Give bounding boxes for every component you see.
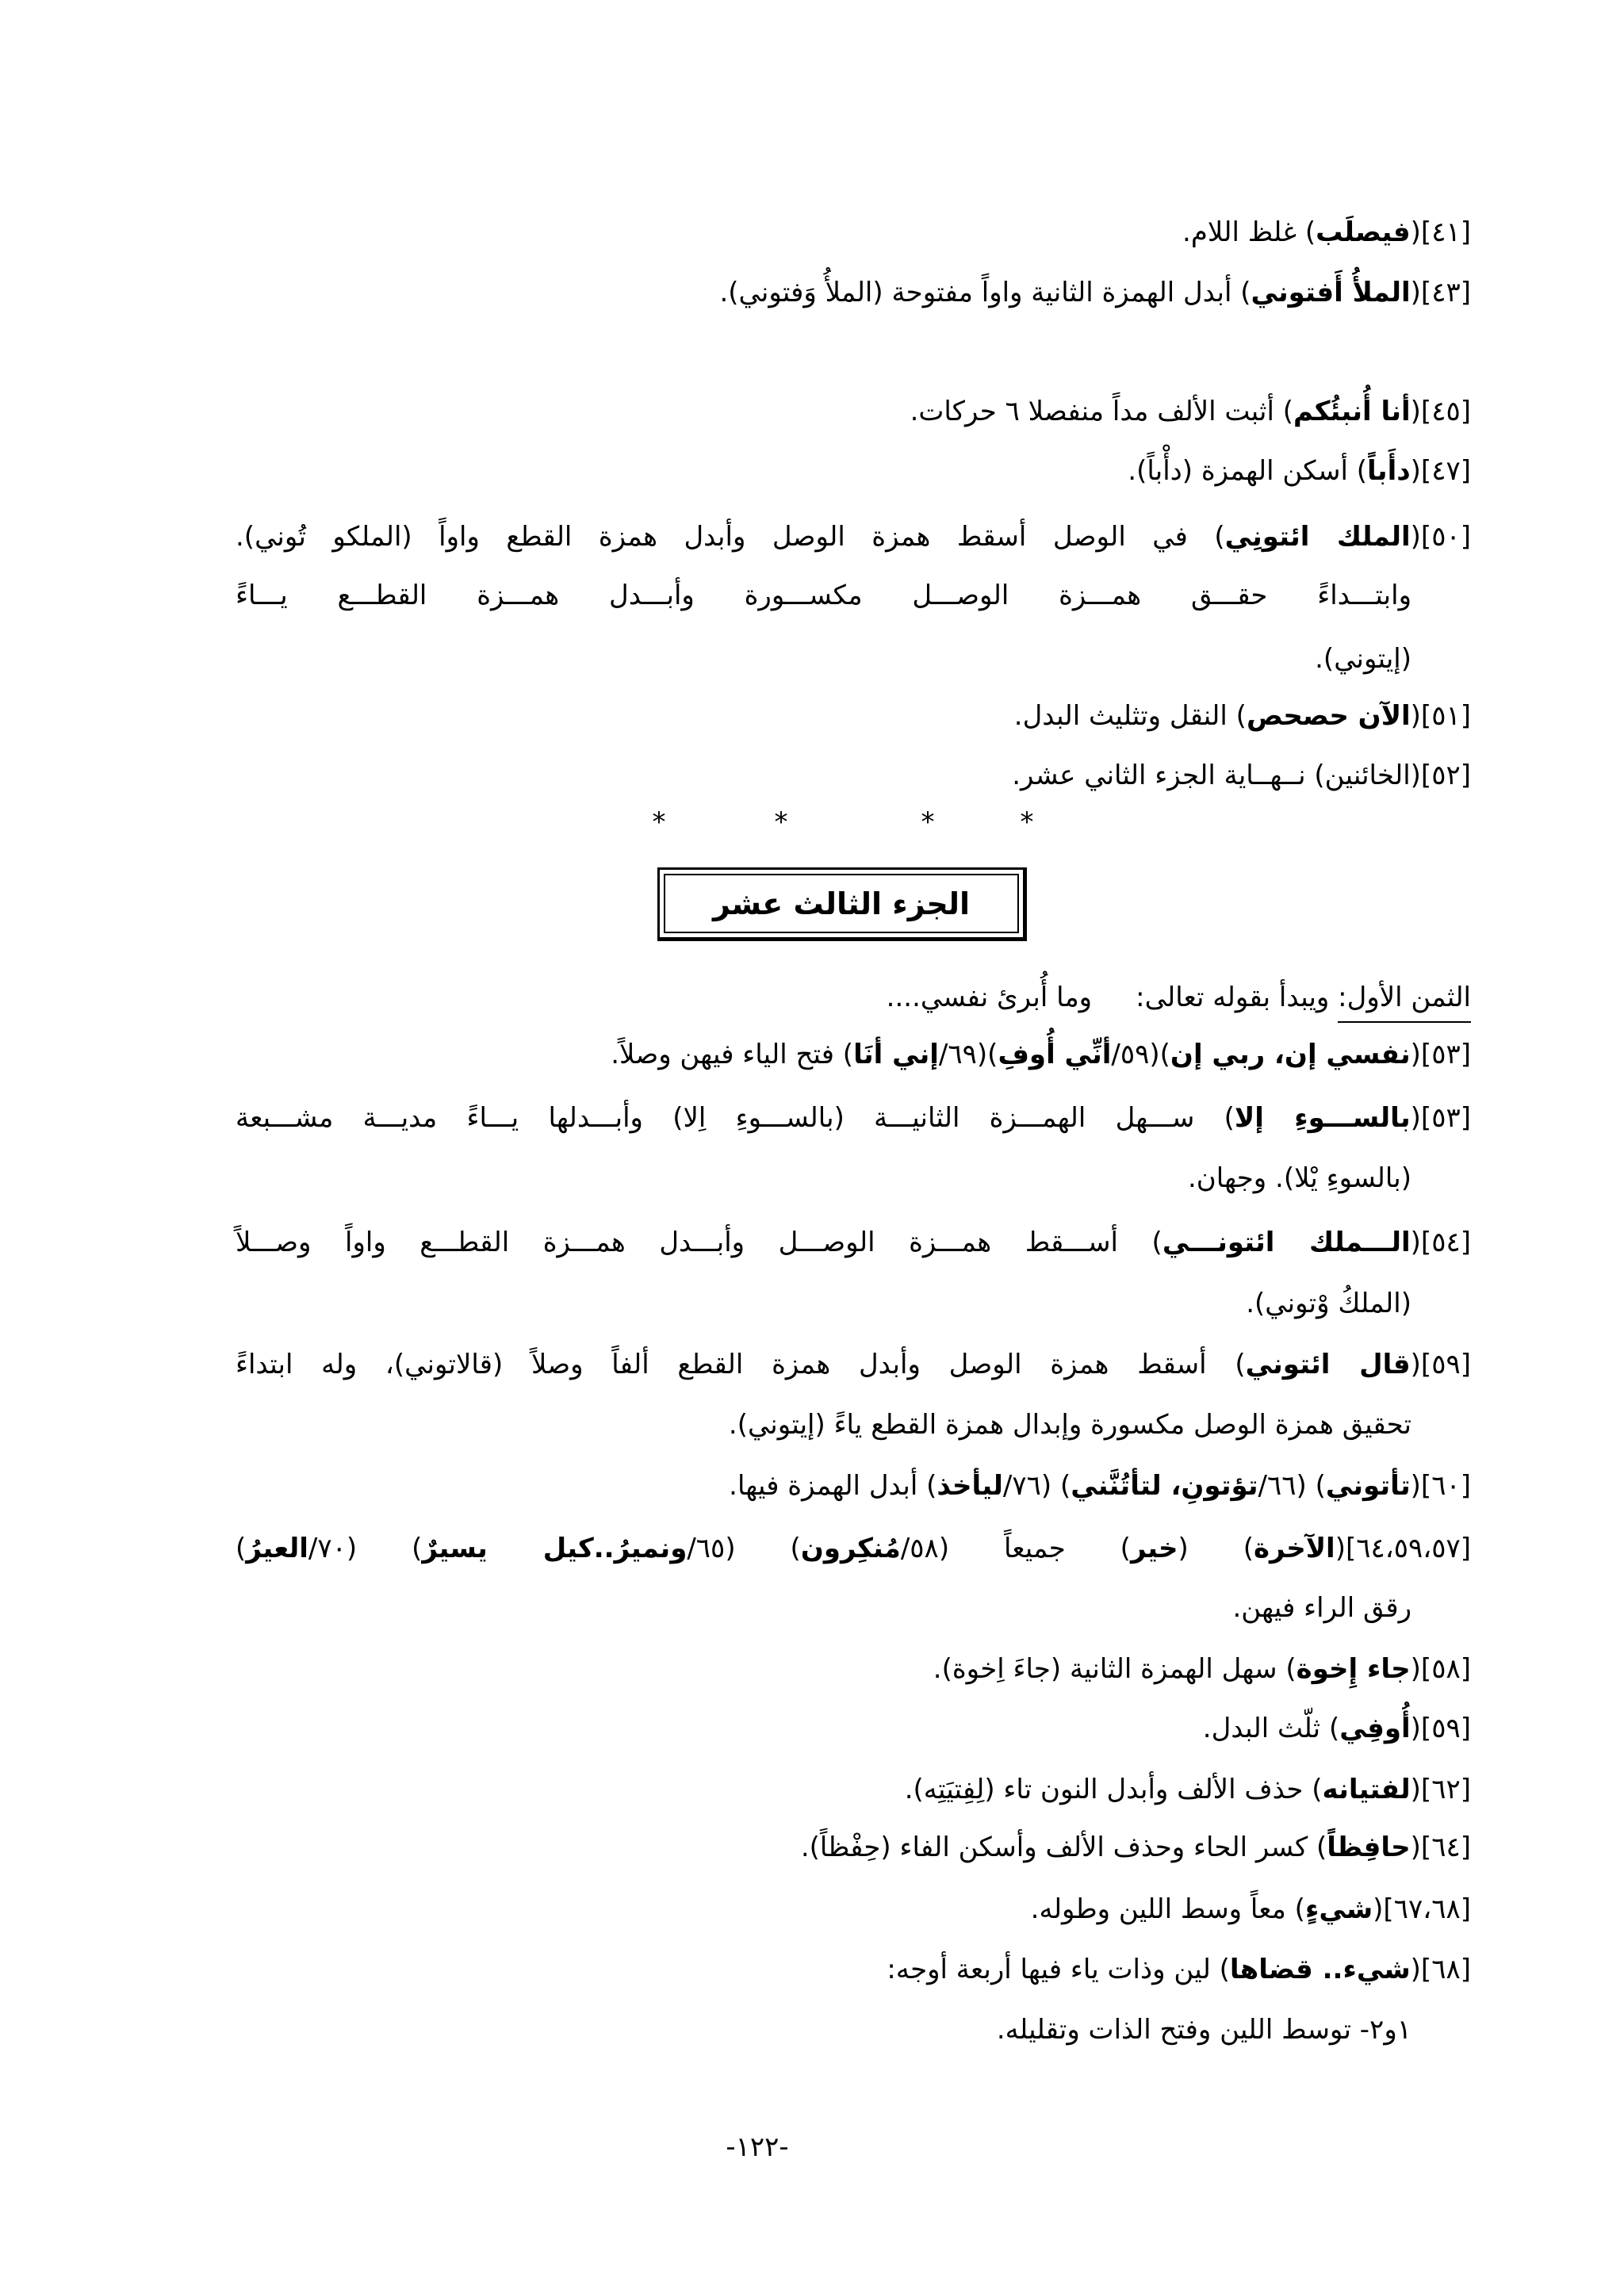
note-text: [٥٢](الخائنين) نــهــاية الجزء الثاني عشر. — [1012, 760, 1471, 791]
note-51-line — [1014, 688, 1471, 744]
note-54-line — [236, 1215, 1471, 1270]
note-41-line — [1182, 205, 1471, 260]
note-text: ) معاً وسط اللين وطوله. — [1030, 1893, 1305, 1925]
note-57-59-64-line — [236, 1521, 1471, 1576]
verse-ref: [٦٧،٦٨]( — [1373, 1893, 1471, 1925]
note-47-line — [1128, 443, 1471, 499]
note-57-59-64-continuation — [1232, 1580, 1411, 1636]
thumn-intro-line — [887, 970, 1471, 1025]
quranic-word: لفتيانه — [1322, 1774, 1411, 1805]
verse-ref: )(٦٩/ — [938, 1039, 998, 1070]
verse-ref: ) جميعاً (٥٨/ — [900, 1533, 1131, 1564]
note-58-line — [933, 1641, 1471, 1697]
note-53a-line — [611, 1027, 1471, 1082]
quranic-word: جاء إِخوة — [1296, 1653, 1411, 1685]
quranic-word: حافِظاً — [1327, 1832, 1411, 1863]
verse-ref: ) (٧٠/ — [308, 1533, 423, 1564]
note-52-line — [1012, 748, 1471, 803]
note-64-line — [801, 1820, 1471, 1875]
note-text: ) النقل وتثليث البدل. — [1013, 700, 1247, 732]
verse-ref: [٦٠]( — [1410, 1470, 1471, 1502]
quranic-word: نفسي إن، ربي إن — [1170, 1039, 1411, 1070]
quranic-word: أنِّي أُوفِ — [998, 1039, 1112, 1070]
note-text: ) لين وذات ياء فيها أربعة أوجه: — [887, 1954, 1230, 1985]
verse-ref: [٥٩]( — [1410, 1349, 1471, 1380]
verse-ref: [٥٣]( — [1410, 1102, 1471, 1134]
note-text: ١و٢- توسط اللين وفتح الذات وتقليله. — [996, 2014, 1411, 2046]
separator-text: ) ( — [1178, 1533, 1254, 1564]
quranic-word: الآخرة — [1253, 1533, 1335, 1564]
note-text: ) أبدل الهمزة الثانية واواً مفتوحة (الملأُ وَفتوني). — [719, 277, 1251, 308]
note-text: (إيتوني). — [1315, 643, 1411, 675]
thumn-label: الثمن الأول: — [1338, 982, 1471, 1023]
note-67-68-line — [1031, 1881, 1471, 1937]
note-text: ) سهل الهمزة الثانية (جاءَ اِخوة). — [933, 1653, 1297, 1685]
quranic-word: ونميرُ..كيل يسيرٌ — [422, 1533, 688, 1564]
quranic-word: مُنكِرون — [800, 1533, 901, 1564]
note-62-line — [905, 1762, 1471, 1817]
quranic-word: شيء.. قضاها — [1229, 1954, 1411, 1985]
note-50-continuation-end — [1315, 631, 1411, 687]
note-text: ) كسر الحاء وحذف الألف وأسكن الفاء (حِفْظاً). — [800, 1832, 1327, 1863]
verse-ref: [٦٢]( — [1410, 1774, 1471, 1805]
quranic-word: إني أنَا — [853, 1039, 939, 1070]
thumn-intro-text: ويبدأ بقوله تعالى: — [1136, 982, 1339, 1013]
quranic-word: الملأُ أَفتوني — [1251, 277, 1411, 308]
verse-ref: [٦٤]( — [1410, 1832, 1471, 1863]
part-heading-box — [657, 867, 1027, 941]
note-text: ) أثبت الألف مداً منفصلا ٦ حركات. — [910, 396, 1294, 427]
note-54-continuation — [1246, 1276, 1411, 1331]
separator-asterisk: * — [774, 806, 788, 838]
verse-ref: [٤١]( — [1410, 216, 1471, 248]
verse-ref: [٤٣]( — [1410, 277, 1471, 308]
note-59a-continuation — [729, 1397, 1411, 1453]
note-text: ) فتح الياء فيهن وصلاً. — [611, 1039, 854, 1070]
note-53b-line — [236, 1090, 1471, 1146]
note-text: (الملكُ وْتوني). — [1246, 1288, 1411, 1319]
quranic-word: الآن حصحص — [1246, 700, 1411, 732]
quranic-word: العيرُ — [246, 1533, 308, 1564]
verse-ref: [٦٤،٥٩،٥٧]( — [1335, 1533, 1472, 1564]
quranic-word: ليأخذ — [936, 1470, 1003, 1502]
note-50-continuation — [236, 568, 1411, 623]
note-45-line — [910, 384, 1471, 439]
note-text: رقق الراء فيهن. — [1232, 1592, 1411, 1624]
note-text: ) حذف الألف وأبدل النون تاء (لِفِتيَتِه). — [904, 1774, 1323, 1805]
note-50-line — [236, 509, 1471, 565]
verse-ref: [٥٨]( — [1410, 1653, 1471, 1685]
quranic-word: شيءٍ — [1304, 1893, 1373, 1925]
verse-ref: [٥٠]( — [1410, 521, 1471, 553]
note-text: ) أسكن الهمزة (دأْباً). — [1128, 455, 1368, 487]
quranic-word: دأَباً — [1367, 455, 1411, 487]
note-text: ) في الوصل أسقط همزة الوصل وأبدل همزة القطع واواً (الملكو تُوني). — [236, 521, 1225, 553]
quranic-word: أنا أُنبئُكم — [1293, 396, 1411, 427]
quranic-word: بالســـوءِ إلا — [1234, 1102, 1411, 1134]
note-text: ) ســـهل الهمـــزة الثانيـــة (بالســـوءِ اِلا) وأبـــدلها يـــاءً مديـــة مشـــبعة — [236, 1102, 1235, 1134]
verse-ref: ) (٦٥/ — [687, 1533, 801, 1564]
separator-asterisk: * — [1020, 806, 1034, 838]
quranic-word: تأتوني — [1325, 1470, 1411, 1502]
verse-ref: [٥٤]( — [1410, 1227, 1471, 1258]
note-60-line — [729, 1458, 1471, 1514]
note-68-option-line — [997, 2002, 1411, 2058]
separator-asterisk: * — [921, 806, 935, 838]
note-text: وابتـــداءً حقـــق همـــزة الوصـــل مكســـورة وأبـــدل همـــزة القطـــع يـــاءً — [236, 580, 1411, 611]
quranic-word: خير — [1130, 1533, 1178, 1564]
thumn-quote: وما أُبرئ نفسي.... — [886, 982, 1093, 1013]
verse-ref: [٥٩]( — [1410, 1713, 1471, 1744]
note-43-line — [719, 265, 1471, 320]
note-text: ) ثلّث البدل. — [1202, 1713, 1340, 1744]
note-53b-continuation — [1188, 1150, 1411, 1206]
note-59b-line — [1203, 1701, 1471, 1756]
verse-ref: [٤٧]( — [1410, 455, 1471, 487]
quranic-word: فيصلَب — [1316, 216, 1411, 248]
closing-paren: ) — [236, 1533, 247, 1564]
note-text: ) غلظ اللام. — [1182, 216, 1316, 248]
note-59a-line — [236, 1337, 1471, 1392]
note-text: ) أســـقط همـــزة الوصـــل وأبـــدل همـــزة القطـــع واواً وصـــلاً — [236, 1227, 1162, 1258]
note-text: (بالسوءِ يْلا). وجهان. — [1187, 1162, 1411, 1194]
verse-ref: [٥١]( — [1410, 700, 1471, 732]
quranic-word: أُوفِي — [1339, 1713, 1411, 1744]
quranic-word: تؤتونِ، لتأتُنَّني — [1071, 1470, 1258, 1502]
verse-ref: [٥٣]( — [1410, 1039, 1471, 1070]
verse-ref: )(٥٩/ — [1111, 1039, 1170, 1070]
part-heading: الجزء الثالث عشر — [664, 874, 1019, 933]
separator-asterisk: * — [652, 806, 666, 838]
verse-ref: ) (٦٦/ — [1258, 1470, 1326, 1502]
note-68-line — [887, 1942, 1471, 1997]
verse-ref: [٤٥]( — [1410, 396, 1471, 427]
note-text: ) أبدل الهمزة فيها. — [729, 1470, 937, 1502]
verse-ref: [٦٨]( — [1410, 1954, 1471, 1985]
note-text: تحقيق همزة الوصل مكسورة وإبدال همزة القطع ياءً (إيتوني). — [728, 1409, 1411, 1441]
quranic-word: قال ائتوني — [1245, 1349, 1411, 1380]
quranic-word: الملك ائتونِي — [1224, 521, 1411, 553]
quranic-word: الـــملك ائتونـــي — [1162, 1227, 1411, 1258]
note-text: ) أسقط همزة الوصل وأبدل همزة القطع ألفاً وصلاً (قالاتوني)، وله ابتداءً — [236, 1349, 1246, 1380]
verse-ref: ) (٧٦/ — [1002, 1470, 1071, 1502]
page-number: -١٢٢- — [726, 2131, 789, 2163]
